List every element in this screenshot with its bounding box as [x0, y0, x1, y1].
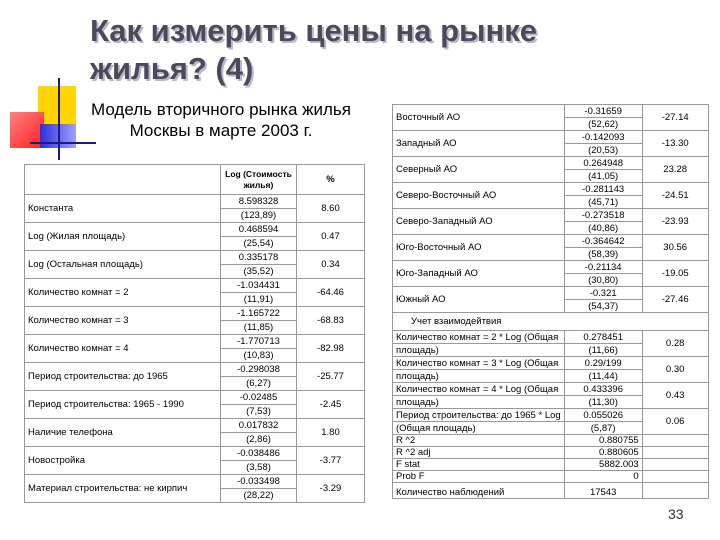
- district-tstat: (40,86): [564, 222, 642, 235]
- observations-blank: [642, 483, 708, 499]
- stat-label: Prob F: [393, 471, 565, 483]
- interaction-tstat: (11,44): [564, 370, 642, 383]
- stat-row: [393, 435, 709, 447]
- table-row: [25, 363, 365, 377]
- stat-value: 0.880755: [564, 435, 642, 447]
- interaction-coef: 0.433396: [564, 383, 642, 396]
- district-tstat: (58,39): [564, 248, 642, 261]
- interaction-label-1: Количество комнат = 4 * Log (Общая: [393, 383, 565, 396]
- row-coef: -0.298038: [221, 363, 297, 377]
- table-row: [25, 195, 365, 209]
- row-coef: -0.038486: [221, 447, 297, 461]
- row-label: Период строительства: 1965 - 1990: [25, 391, 221, 419]
- district-tstat: (30,80): [564, 274, 642, 287]
- stat-value: 0.880605: [564, 447, 642, 459]
- row-tstat: (3,58): [221, 461, 297, 475]
- row-coef: -0.033498: [221, 475, 297, 489]
- row-percent: 0.47: [297, 223, 365, 251]
- district-percent: 30.56: [642, 235, 708, 261]
- row-percent: 1.80: [297, 419, 365, 447]
- observations-row: [393, 483, 709, 499]
- interaction-label-2: (Общая площадь): [393, 422, 565, 435]
- stat-value: 5882.003: [564, 459, 642, 471]
- interaction-label-2: площадь): [393, 370, 565, 383]
- row-label: Количество комнат = 2: [25, 279, 221, 307]
- district-tstat: (54,37): [564, 300, 642, 313]
- page-number: 33: [668, 506, 684, 522]
- row-percent: -68.83: [297, 307, 365, 335]
- interaction-row: [393, 409, 709, 422]
- slide-subtitle: [66, 99, 376, 141]
- district-row: [393, 157, 709, 170]
- row-tstat: (28,22): [221, 489, 297, 503]
- row-tstat: (25,54): [221, 237, 297, 251]
- district-coef: -0.31659: [564, 105, 642, 118]
- observations-label: Количество наблюдений: [393, 483, 565, 499]
- district-percent: -23.93: [642, 209, 708, 235]
- district-label: Юго-Западный АО: [393, 261, 565, 287]
- district-percent: -27.46: [642, 287, 708, 313]
- district-percent: -24.51: [642, 183, 708, 209]
- district-row: [393, 261, 709, 274]
- stat-blank: [642, 459, 708, 471]
- district-tstat: (41,05): [564, 170, 642, 183]
- stat-label: F stat: [393, 459, 565, 471]
- interactions-title: Учет взаимодейтвия: [393, 313, 709, 331]
- interaction-percent: 0.43: [642, 383, 708, 409]
- row-percent: -82.98: [297, 335, 365, 363]
- slide-title: [90, 12, 710, 88]
- interaction-label-1: Количество комнат = 2 * Log (Общая: [393, 331, 565, 344]
- stat-label: R ^2 adj: [393, 447, 565, 459]
- stat-row: [393, 459, 709, 471]
- row-coef: -0.02485: [221, 391, 297, 405]
- stat-row: [393, 447, 709, 459]
- row-coef: 0.017832: [221, 419, 297, 433]
- row-coef: -1.165722: [221, 307, 297, 321]
- district-row: [393, 105, 709, 118]
- interaction-coef: 0.29/199: [564, 357, 642, 370]
- interactions-title-row: [393, 313, 709, 331]
- interaction-label-2: площадь): [393, 344, 565, 357]
- row-coef: -1.034431: [221, 279, 297, 293]
- row-label: Период строительства: до 1965: [25, 363, 221, 391]
- district-label: Восточный АО: [393, 105, 565, 131]
- district-label: Северный АО: [393, 157, 565, 183]
- interaction-label-1: Количество комнат = 3 * Log (Общая: [393, 357, 565, 370]
- interaction-tstat: (5,87): [564, 422, 642, 435]
- stat-value: 0: [564, 471, 642, 483]
- row-tstat: (123,89): [221, 209, 297, 223]
- interaction-row: [393, 357, 709, 370]
- observations-value: 17543: [564, 483, 642, 499]
- district-coef: 0.264948: [564, 157, 642, 170]
- table-row: [25, 223, 365, 237]
- interaction-percent: 0.06: [642, 409, 708, 435]
- district-percent: 23.28: [642, 157, 708, 183]
- table-row: [25, 419, 365, 433]
- district-label: Южный АО: [393, 287, 565, 313]
- district-row: [393, 131, 709, 144]
- stat-blank: [642, 435, 708, 447]
- row-percent: 0.34: [297, 251, 365, 279]
- district-row: [393, 209, 709, 222]
- interaction-coef: 0.055026: [564, 409, 642, 422]
- row-tstat: (7,53): [221, 405, 297, 419]
- header-log-price: Log (Стоимость жилья): [221, 165, 297, 195]
- row-label: Новостройка: [25, 447, 221, 475]
- table-row: [25, 475, 365, 489]
- table-row: [25, 279, 365, 293]
- row-tstat: (10,83): [221, 349, 297, 363]
- deco-vertical-line: [58, 78, 60, 160]
- district-percent: -27.14: [642, 105, 708, 131]
- subtitle-line-1: Модель вторичного рынка жилья: [90, 100, 351, 119]
- row-tstat: (2,86): [221, 433, 297, 447]
- district-tstat: (45,71): [564, 196, 642, 209]
- district-coef: -0.281143: [564, 183, 642, 196]
- row-percent: -3.29: [297, 475, 365, 503]
- district-tstat: (20,53): [564, 144, 642, 157]
- interaction-percent: 0.30: [642, 357, 708, 383]
- district-percent: -13.30: [642, 131, 708, 157]
- row-label: Наличие телефона: [25, 419, 221, 447]
- stat-label: R ^2: [393, 435, 565, 447]
- district-tstat: (52,62): [564, 118, 642, 131]
- row-label: Количество комнат = 3: [25, 307, 221, 335]
- row-percent: -64.46: [297, 279, 365, 307]
- district-coef: -0.364642: [564, 235, 642, 248]
- district-label: Юго-Восточный АО: [393, 235, 565, 261]
- interaction-coef: 0.278451: [564, 331, 642, 344]
- row-percent: -3.77: [297, 447, 365, 475]
- subtitle-line-2: Москвы в марте 2003 г.: [129, 121, 313, 140]
- stat-blank: [642, 471, 708, 483]
- district-label: Северо-Восточный АО: [393, 183, 565, 209]
- row-label: Log (Остальная площадь): [25, 251, 221, 279]
- interaction-label-2: площадь): [393, 396, 565, 409]
- interaction-row: [393, 383, 709, 396]
- deco-horizontal-line: [30, 142, 96, 144]
- district-coef: -0.142093: [564, 131, 642, 144]
- row-tstat: (11,91): [221, 293, 297, 307]
- district-row: [393, 183, 709, 196]
- row-label: Количество комнат = 4: [25, 335, 221, 363]
- row-percent: 8.60: [297, 195, 365, 223]
- row-coef: 0.468594: [221, 223, 297, 237]
- interaction-label-1: Период строительства: до 1965 * Log: [393, 409, 565, 422]
- interaction-percent: 0.28: [642, 331, 708, 357]
- row-coef: 8.598328: [221, 195, 297, 209]
- district-coef: -0.273518: [564, 209, 642, 222]
- row-percent: -2.45: [297, 391, 365, 419]
- header-percent: %: [297, 165, 365, 195]
- district-coef: -0.321: [564, 287, 642, 300]
- district-coef: -0.21134: [564, 261, 642, 274]
- row-tstat: (6,27): [221, 377, 297, 391]
- row-coef: -1.770713: [221, 335, 297, 349]
- title-line-2: жилья? (4): [90, 51, 254, 86]
- table-row: [25, 251, 365, 265]
- district-row: [393, 287, 709, 300]
- interaction-tstat: (11,30): [564, 396, 642, 409]
- row-label: Материал строительства: не кирпич: [25, 475, 221, 503]
- district-percent: -19.05: [642, 261, 708, 287]
- district-row: [393, 235, 709, 248]
- regression-table-districts: [392, 104, 709, 499]
- table-row: [25, 307, 365, 321]
- district-label: Западный АО: [393, 131, 565, 157]
- stat-blank: [642, 447, 708, 459]
- table-row: [25, 447, 365, 461]
- interaction-row: [393, 331, 709, 344]
- header-blank: [25, 165, 221, 195]
- row-label: Константа: [25, 195, 221, 223]
- row-coef: 0.335178: [221, 251, 297, 265]
- regression-table-main: [24, 164, 365, 503]
- title-line-1: Как измерить цены на рынке: [90, 13, 537, 48]
- stat-row: [393, 471, 709, 483]
- district-label: Северо-Западный АО: [393, 209, 565, 235]
- table-header-row: [25, 165, 365, 195]
- table-row: [25, 391, 365, 405]
- row-tstat: (11,85): [221, 321, 297, 335]
- table-row: [25, 335, 365, 349]
- row-tstat: (35,52): [221, 265, 297, 279]
- interaction-tstat: (11,66): [564, 344, 642, 357]
- row-label: Log (Жилая площадь): [25, 223, 221, 251]
- row-percent: -25.77: [297, 363, 365, 391]
